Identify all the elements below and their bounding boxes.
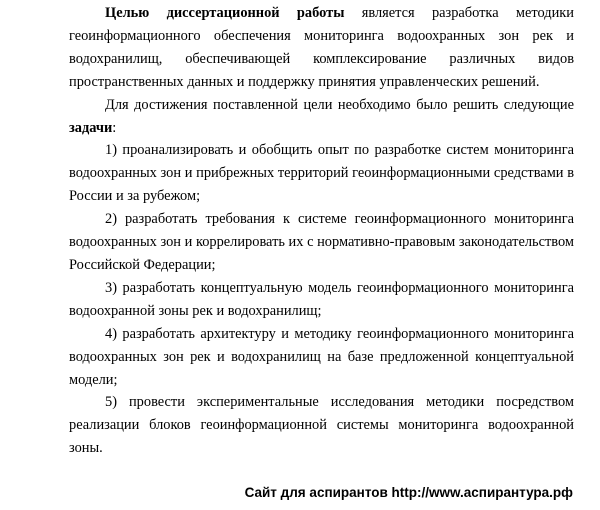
goal-text: является разработка методики геоинформационного обеспечения мониторинга водоохранных зон рек и водохранилищ, обеспечивающей комплексирование различных видов пространственных данных и поддержку принятия управленческих решений. <box>69 5 574 90</box>
tasks-bold-word: задачи <box>69 119 113 136</box>
task-item-3: 3) разработать концептуальную модель геоинформационного мониторинга водоохранной зоны рек и водохранилищ; <box>69 279 574 319</box>
task-item-1: 1) проанализировать и обобщить опыт по разработке систем мониторинга водоохранных зон и прибрежных территорий геоинформационными средствами в России и за рубежом; <box>69 142 574 205</box>
site-footer: Сайт для аспирантов http://www.аспирантура.рф <box>244 485 573 500</box>
task-item-5: 5) провести экспериментальные исследования методики посредством реализации блоков геоинформационной системы мониторинга водоохранной зоны. <box>69 394 574 457</box>
task-item-4: 4) разработать архитектуру и методику геоинформационного мониторинга водоохранных зон рек и водохранилищ на базе предложенной концептуальной модели; <box>69 325 574 388</box>
text-block <box>69 2 574 460</box>
tasks-intro-paragraph <box>69 94 574 140</box>
goal-paragraph <box>69 2 574 94</box>
tasks-intro-text: Для достижения поставленной цели необходимо было решить следующие <box>105 96 574 113</box>
task-item-2: 2) разработать требования к системе геоинформационного мониторинга водоохранных зон и коррелировать их с нормативно-правовым законодательством Российской Федерации; <box>69 211 574 273</box>
tasks-intro-suffix: : <box>112 119 117 136</box>
goal-bold-lead: Целью диссертационной работы <box>105 5 345 21</box>
